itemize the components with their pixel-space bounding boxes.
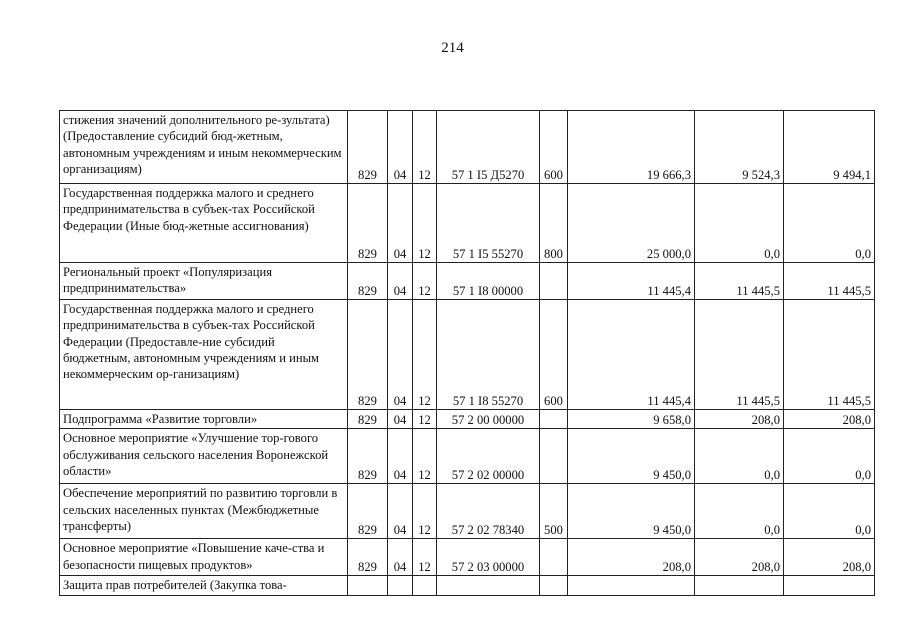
amount-year-1 [568, 576, 695, 596]
amount-year-3: 11 445,5 [784, 300, 875, 410]
table-row [60, 429, 875, 484]
table-body [60, 111, 875, 596]
csr-code: 57 2 02 00000 [437, 429, 540, 484]
amount-year-3: 0,0 [784, 429, 875, 484]
row-name: Основное мероприятие «Улучшение тор-гового обслуживания сельского населения Воронежской области» [60, 429, 348, 484]
amount-year-2: 11 445,5 [695, 300, 784, 410]
row-name: Основное мероприятие «Повышение каче-ства и безопасности пищевых продуктов» [60, 539, 348, 576]
rz-code: 04 [388, 300, 413, 410]
csr-code: 57 1 I5 Д5270 [437, 111, 540, 184]
table-row [60, 184, 875, 263]
amount-year-1: 208,0 [568, 539, 695, 576]
pr-code: 12 [413, 184, 437, 263]
table-row [60, 111, 875, 184]
table-row [60, 410, 875, 429]
amount-year-1: 25 000,0 [568, 184, 695, 263]
pr-code: 12 [413, 410, 437, 429]
vr-code [540, 539, 568, 576]
rz-code: 04 [388, 263, 413, 300]
table-row [60, 300, 875, 410]
pr-code: 12 [413, 539, 437, 576]
rz-code: 04 [388, 484, 413, 539]
table-row [60, 484, 875, 539]
ved-code: 829 [348, 539, 388, 576]
amount-year-3: 11 445,5 [784, 263, 875, 300]
csr-code [437, 576, 540, 596]
vr-code: 600 [540, 300, 568, 410]
amount-year-1: 9 450,0 [568, 484, 695, 539]
amount-year-1: 9 658,0 [568, 410, 695, 429]
csr-code: 57 1 I5 55270 [437, 184, 540, 263]
amount-year-3: 208,0 [784, 410, 875, 429]
ved-code: 829 [348, 111, 388, 184]
row-name: стижения значений дополнительного ре-зультата) (Предоставление субсидий бюд-жетным, автономным учреждениям и иным некоммерческим организациям) [60, 111, 348, 184]
amount-year-2 [695, 576, 784, 596]
vr-code [540, 263, 568, 300]
page-number: 214 [441, 40, 464, 56]
amount-year-2: 0,0 [695, 484, 784, 539]
pr-code: 12 [413, 111, 437, 184]
budget-table [59, 110, 875, 596]
pr-code: 12 [413, 263, 437, 300]
csr-code: 57 2 03 00000 [437, 539, 540, 576]
csr-code: 57 1 I8 55270 [437, 300, 540, 410]
table-row [60, 539, 875, 576]
ved-code: 829 [348, 429, 388, 484]
amount-year-1: 19 666,3 [568, 111, 695, 184]
ved-code: 829 [348, 184, 388, 263]
amount-year-3: 9 494,1 [784, 111, 875, 184]
vr-code [540, 576, 568, 596]
pr-code: 12 [413, 484, 437, 539]
pr-code: 12 [413, 300, 437, 410]
amount-year-2: 9 524,3 [695, 111, 784, 184]
rz-code: 04 [388, 539, 413, 576]
rz-code: 04 [388, 184, 413, 263]
amount-year-2: 0,0 [695, 429, 784, 484]
csr-code: 57 1 I8 00000 [437, 263, 540, 300]
row-name: Защита прав потребителей (Закупка това- [60, 576, 348, 596]
csr-code: 57 2 02 78340 [437, 484, 540, 539]
row-name: Подпрограмма «Развитие торговли» [60, 410, 348, 429]
row-name: Региональный проект «Популяризация предпринимательства» [60, 263, 348, 300]
rz-code [388, 576, 413, 596]
rz-code: 04 [388, 410, 413, 429]
row-name: Государственная поддержка малого и среднего предпринимательства в субъек-тах Российской Федерации (Иные бюд-жетные ассигнования) [60, 184, 348, 263]
table-row [60, 263, 875, 300]
amount-year-1: 11 445,4 [568, 263, 695, 300]
amount-year-3: 0,0 [784, 184, 875, 263]
row-name: Государственная поддержка малого и среднего предпринимательства в субъек-тах Российской Федерации (Предоставле-ние субсидий бюджетным, автономным учреждениям и иным некоммерческим ор-ганизациям) [60, 300, 348, 410]
ved-code: 829 [348, 300, 388, 410]
vr-code [540, 429, 568, 484]
row-name: Обеспечение мероприятий по развитию торговли в сельских населенных пунктах (Межбюджетные трансферты) [60, 484, 348, 539]
pr-code: 12 [413, 429, 437, 484]
csr-code: 57 2 00 00000 [437, 410, 540, 429]
ved-code: 829 [348, 484, 388, 539]
rz-code: 04 [388, 111, 413, 184]
table-row [60, 576, 875, 596]
amount-year-1: 9 450,0 [568, 429, 695, 484]
amount-year-2: 11 445,5 [695, 263, 784, 300]
ved-code [348, 576, 388, 596]
amount-year-2: 0,0 [695, 184, 784, 263]
rz-code: 04 [388, 429, 413, 484]
ved-code: 829 [348, 263, 388, 300]
ved-code: 829 [348, 410, 388, 429]
amount-year-3 [784, 576, 875, 596]
amount-year-1: 11 445,4 [568, 300, 695, 410]
vr-code: 500 [540, 484, 568, 539]
pr-code [413, 576, 437, 596]
amount-year-3: 208,0 [784, 539, 875, 576]
vr-code: 600 [540, 111, 568, 184]
amount-year-3: 0,0 [784, 484, 875, 539]
amount-year-2: 208,0 [695, 539, 784, 576]
vr-code [540, 410, 568, 429]
vr-code: 800 [540, 184, 568, 263]
amount-year-2: 208,0 [695, 410, 784, 429]
